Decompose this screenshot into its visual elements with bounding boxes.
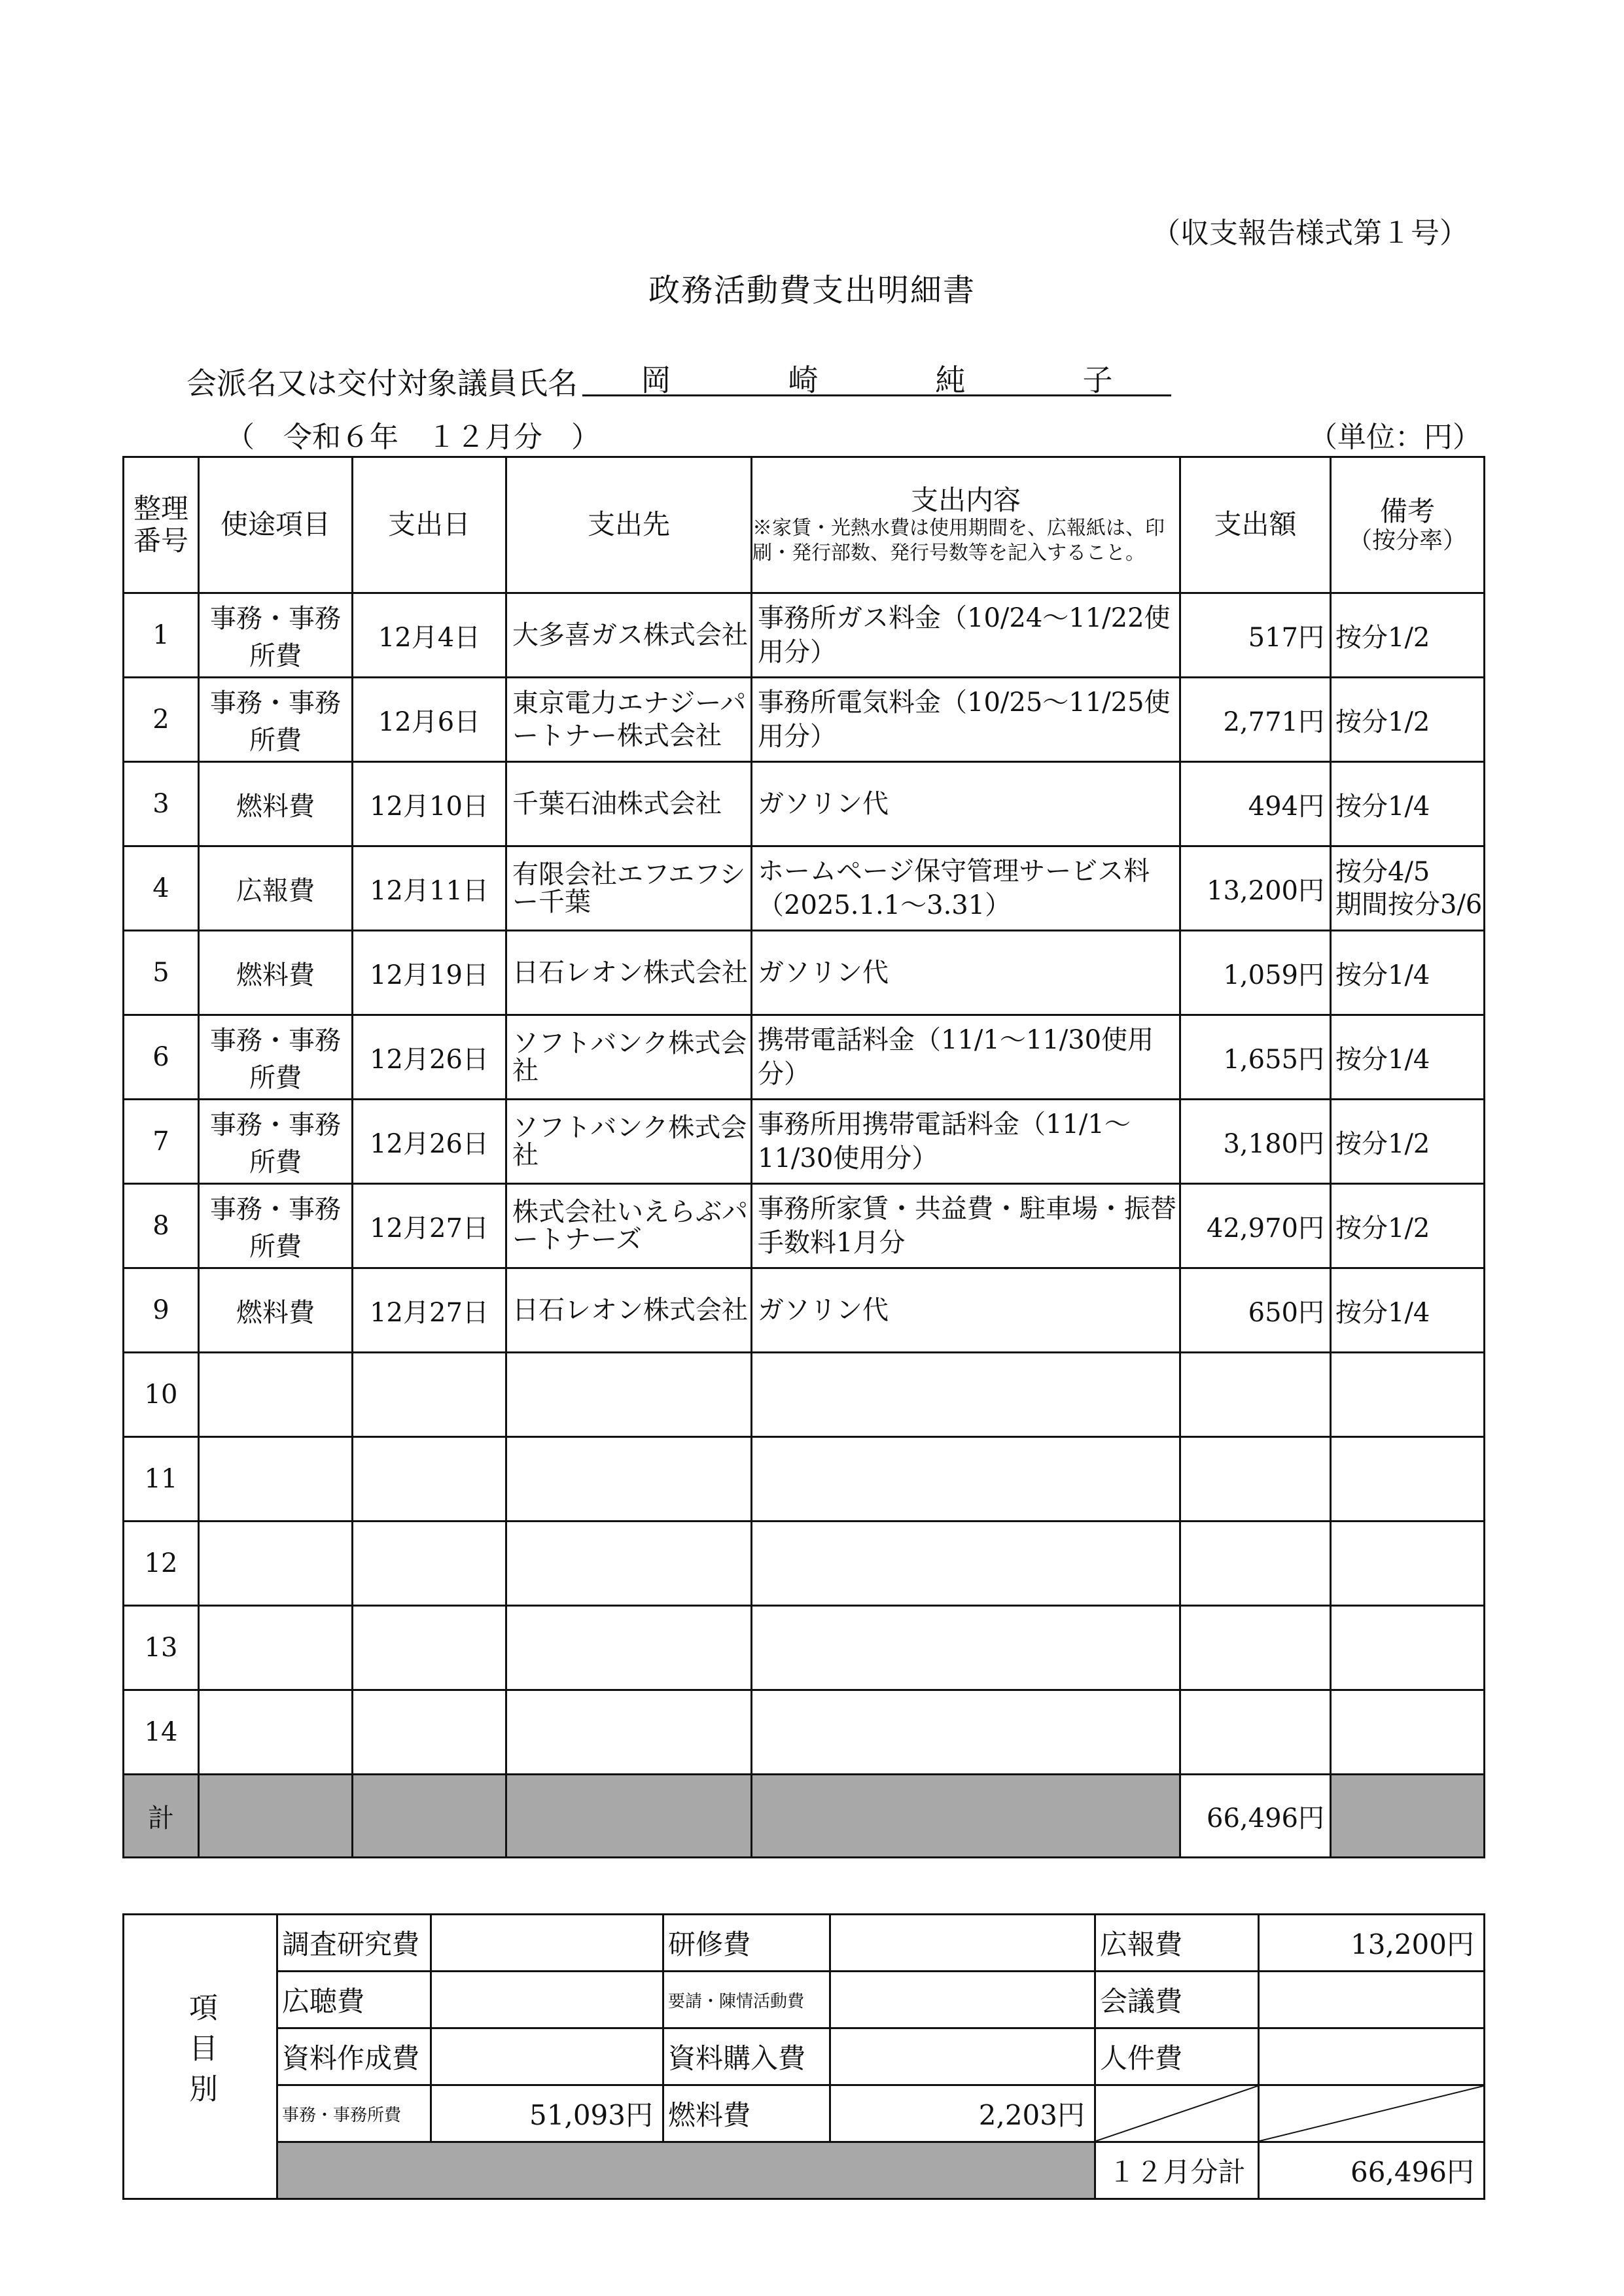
row-date (353, 1690, 506, 1775)
name-char: 岡 (641, 362, 671, 398)
shaded-cell (752, 1775, 1180, 1858)
row-category: 事務・事務所費 (199, 1184, 353, 1268)
row-content (752, 1606, 1180, 1690)
row-number: 10 (124, 1353, 199, 1437)
label-fuel: 燃料費 (663, 2085, 830, 2142)
row-amount: 1,655円 (1180, 1015, 1331, 1100)
row-payee: 千葉石油株式会社 (506, 762, 752, 846)
row-content: 携帯電話料金（11/1～11/30使用分） (752, 1015, 1180, 1100)
shaded-cell (199, 1775, 353, 1858)
row-remarks: 按分4/5 期間按分3/6 (1331, 846, 1485, 931)
label-personnel: 人件費 (1095, 2028, 1259, 2085)
table-row (124, 1522, 1485, 1606)
row-remarks (1331, 1606, 1485, 1690)
row-remarks (1331, 1522, 1485, 1606)
total-row (124, 1775, 1485, 1858)
row-number: 14 (124, 1690, 199, 1775)
row-category: 燃料費 (199, 762, 353, 846)
value-office: 51,093円 (431, 2085, 663, 2142)
row-amount (1180, 1606, 1331, 1690)
total-amount: 66,496円 (1180, 1775, 1331, 1858)
row-amount (1180, 1522, 1331, 1606)
row-category (199, 1437, 353, 1522)
summary-side-label (124, 1915, 277, 2199)
row-category: 燃料費 (199, 931, 353, 1015)
shaded-cell (1331, 1775, 1485, 1858)
row-category: 事務・事務所費 (199, 1100, 353, 1184)
row-category (199, 1522, 353, 1606)
name-char: 純 (935, 362, 966, 398)
member-name (582, 357, 1171, 396)
row-date: 12月27日 (353, 1268, 506, 1353)
table-row (124, 1100, 1485, 1184)
row-payee: 有限会社エフエフシー千葉 (506, 846, 752, 931)
value-fuel: 2,203円 (830, 2085, 1095, 2142)
row-content: ガソリン代 (752, 931, 1180, 1015)
row-amount (1180, 1353, 1331, 1437)
row-category: 事務・事務所費 (199, 678, 353, 762)
row-payee (506, 1353, 752, 1437)
row-date (353, 1606, 506, 1690)
row-remarks (1331, 1437, 1485, 1522)
report-period: （ 令和６年 １２月分 ） (226, 421, 600, 454)
row-remarks: 按分1/2 (1331, 593, 1485, 678)
row-remarks: 按分1/4 (1331, 1015, 1485, 1100)
label-petition: 要請・陳情活動費 (663, 1972, 830, 2028)
row-remarks: 按分1/2 (1331, 678, 1485, 762)
value-research (431, 1915, 663, 1972)
row-date: 12月26日 (353, 1015, 506, 1100)
row-content (752, 1437, 1180, 1522)
shaded-cell (353, 1775, 506, 1858)
header-category: 使途項目 (199, 457, 353, 593)
shaded-cell (506, 1775, 752, 1858)
shaded-cell (277, 2142, 1095, 2199)
value-publicity: 13,200円 (1259, 1915, 1485, 1972)
label-hearing: 広聴費 (277, 1972, 431, 2028)
total-label: 計 (124, 1775, 199, 1858)
table-row (124, 1437, 1485, 1522)
row-payee: 日石レオン株式会社 (506, 1268, 752, 1353)
row-payee (506, 1690, 752, 1775)
table-row (124, 762, 1485, 846)
row-number: 2 (124, 678, 199, 762)
label-research: 調査研究費 (277, 1915, 431, 1972)
row-date: 12月11日 (353, 846, 506, 931)
row-remarks: 按分1/4 (1331, 1268, 1485, 1353)
row-category: 広報費 (199, 846, 353, 931)
row-content: ガソリン代 (752, 762, 1180, 846)
row-amount (1180, 1437, 1331, 1522)
header-content-title: 支出内容 (910, 483, 1021, 516)
row-date (353, 1353, 506, 1437)
name-label: 会派名又は交付対象議員氏名 (186, 366, 578, 401)
row-number: 5 (124, 931, 199, 1015)
row-date (353, 1437, 506, 1522)
row-date: 12月6日 (353, 678, 506, 762)
table-row (124, 678, 1485, 762)
row-payee (506, 1437, 752, 1522)
table-row (124, 931, 1485, 1015)
summary-side-text: 項目別 (184, 1992, 217, 2114)
table-row (124, 846, 1485, 931)
value-meeting (1259, 1972, 1485, 2028)
value-hearing (431, 1972, 663, 2028)
header-payee: 支出先 (506, 457, 752, 593)
row-category (199, 1353, 353, 1437)
row-amount: 650円 (1180, 1268, 1331, 1353)
row-content (752, 1690, 1180, 1775)
row-category (199, 1606, 353, 1690)
row-remarks (1331, 1690, 1485, 1775)
row-content: ホームページ保守管理サービス料（2025.1.1～3.31） (752, 846, 1180, 931)
row-remarks: 按分1/4 (1331, 762, 1485, 846)
table-row (124, 1268, 1485, 1353)
row-date: 12月26日 (353, 1100, 506, 1184)
row-amount: 2,771円 (1180, 678, 1331, 762)
label-training: 研修費 (663, 1915, 830, 1972)
row-number: 7 (124, 1100, 199, 1184)
category-summary-table (122, 1913, 1485, 2200)
value-petition (830, 1972, 1095, 2028)
row-payee (506, 1522, 752, 1606)
row-number: 11 (124, 1437, 199, 1522)
form-number: （収支報告様式第１号） (1152, 217, 1468, 250)
row-payee: ソフトバンク株式会社 (506, 1015, 752, 1100)
row-number: 1 (124, 593, 199, 678)
row-date: 12月27日 (353, 1184, 506, 1268)
row-category: 事務・事務所費 (199, 1015, 353, 1100)
row-content: ガソリン代 (752, 1268, 1180, 1353)
header-content-note: ※家賃・光熱水費は使用期間を、広報紙は、印刷・発行部数、発行号数等を記入すること。 (752, 517, 1165, 565)
row-date: 12月4日 (353, 593, 506, 678)
expenditure-table (122, 456, 1485, 1858)
label-publicity: 広報費 (1095, 1915, 1259, 1972)
table-row (124, 1184, 1485, 1268)
row-amount: 13,200円 (1180, 846, 1331, 931)
row-amount: 3,180円 (1180, 1100, 1331, 1184)
table-row (124, 1690, 1485, 1775)
row-number: 3 (124, 762, 199, 846)
row-number: 12 (124, 1522, 199, 1606)
row-category: 燃料費 (199, 1268, 353, 1353)
row-remarks (1331, 1353, 1485, 1437)
row-content (752, 1522, 1180, 1606)
row-payee: 大多喜ガス株式会社 (506, 593, 752, 678)
row-content: 事務所家賃・共益費・駐車場・振替手数料1月分 (752, 1184, 1180, 1268)
header-remarks (1331, 457, 1485, 593)
row-payee: ソフトバンク株式会社 (506, 1100, 752, 1184)
row-payee: 株式会社いえらぶパートナーズ (506, 1184, 752, 1268)
document-title: 政務活動費支出明細書 (648, 272, 976, 309)
row-date (353, 1522, 506, 1606)
row-content: 事務所ガス料金（10/24～11/22使用分） (752, 593, 1180, 678)
row-number: 13 (124, 1606, 199, 1690)
table-row (124, 1353, 1485, 1437)
row-remarks: 按分1/2 (1331, 1100, 1485, 1184)
header-amount: 支出額 (1180, 457, 1331, 593)
row-payee (506, 1606, 752, 1690)
table-header-row (124, 457, 1485, 593)
header-date: 支出日 (353, 457, 506, 593)
label-office: 事務・事務所費 (277, 2085, 431, 2142)
row-amount: 517円 (1180, 593, 1331, 678)
row-payee: 東京電力エナジーパートナー株式会社 (506, 678, 752, 762)
row-date: 12月19日 (353, 931, 506, 1015)
label-materials-purchase: 資料購入費 (663, 2028, 830, 2085)
row-amount: 1,059円 (1180, 931, 1331, 1015)
row-content (752, 1353, 1180, 1437)
row-date: 12月10日 (353, 762, 506, 846)
label-meeting: 会議費 (1095, 1972, 1259, 2028)
row-number: 4 (124, 846, 199, 931)
slashed-cell (1095, 2085, 1259, 2142)
slashed-cell (1259, 2085, 1485, 2142)
value-training (830, 1915, 1095, 1972)
row-content: 事務所用携帯電話料金（11/1～11/30使用分） (752, 1100, 1180, 1184)
row-number: 9 (124, 1268, 199, 1353)
row-amount: 42,970円 (1180, 1184, 1331, 1268)
header-remarks-title: 備考 (1379, 495, 1435, 527)
name-char: 子 (1082, 362, 1113, 398)
header-remarks-note: （按分率） (1348, 527, 1466, 554)
row-category (199, 1690, 353, 1775)
label-materials-making: 資料作成費 (277, 2028, 431, 2085)
row-category: 事務・事務所費 (199, 593, 353, 678)
value-materials-purchase (830, 2028, 1095, 2085)
row-content: 事務所電気料金（10/25～11/25使用分） (752, 678, 1180, 762)
month-total-label: １２月分計 (1095, 2142, 1259, 2199)
name-char: 崎 (788, 362, 819, 398)
header-content (752, 457, 1180, 593)
row-payee: 日石レオン株式会社 (506, 931, 752, 1015)
unit-label: （単位：円） (1309, 421, 1481, 454)
month-total-value: 66,496円 (1259, 2142, 1485, 2199)
row-number: 8 (124, 1184, 199, 1268)
table-row (124, 1015, 1485, 1100)
row-remarks: 按分1/2 (1331, 1184, 1485, 1268)
value-personnel (1259, 2028, 1485, 2085)
row-amount (1180, 1690, 1331, 1775)
header-number: 整理 番号 (124, 457, 199, 593)
value-materials-making (431, 2028, 663, 2085)
row-number: 6 (124, 1015, 199, 1100)
row-amount: 494円 (1180, 762, 1331, 846)
table-row (124, 1606, 1485, 1690)
row-remarks: 按分1/4 (1331, 931, 1485, 1015)
table-row (124, 593, 1485, 678)
